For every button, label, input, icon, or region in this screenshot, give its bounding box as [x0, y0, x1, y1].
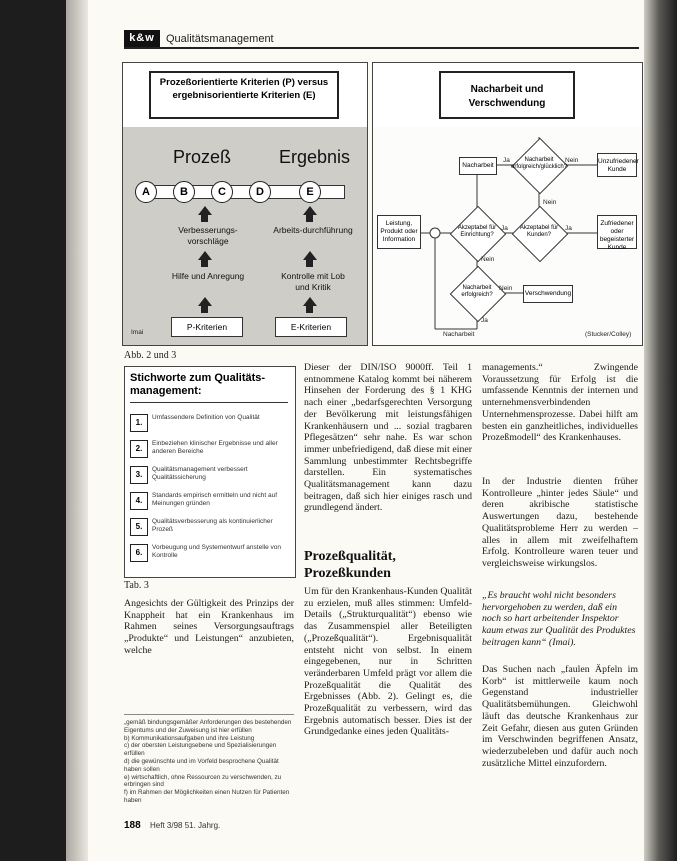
page-edge	[644, 0, 677, 861]
figure-left-title: Prozeßorientierte Kriterien (P) versus ergebnisorientierte Kriterien (E)	[149, 71, 339, 119]
keyword-item	[130, 414, 290, 436]
decision-3-text: Akzeptabel für Kunden?	[519, 225, 559, 238]
up-arrow-icon	[303, 297, 317, 306]
keyword-item	[130, 466, 290, 488]
arrow-stem	[201, 215, 208, 222]
keywords-rule	[130, 402, 288, 403]
binding-shadow	[66, 0, 88, 861]
circle-b: B	[173, 181, 195, 203]
footer-issue: Heft 3/98 51. Jahrg.	[150, 821, 221, 830]
arrow-stem	[306, 215, 313, 222]
label-arbeit: Arbeits-durchführung	[273, 225, 353, 235]
box-verschwendung: Verschwendung	[523, 285, 573, 303]
arrow-stem	[306, 260, 313, 267]
figure-source-stucker: (Stucker/Colley)	[585, 331, 632, 338]
edge-label-nein: Nein	[481, 256, 495, 263]
figure-source-imai: Imai	[131, 329, 144, 336]
footnotes	[124, 714, 294, 819]
circle-d: D	[249, 181, 271, 203]
keyword-item	[130, 518, 290, 540]
keyword-text: Einbeziehen klinischer Ergebnisse und aller anderen Bereiche	[152, 440, 278, 455]
keyword-text: Standards empirisch ermitteln und nicht auf Meinungen gründen	[152, 492, 278, 507]
journal-logo: k&w	[124, 30, 160, 47]
keywords-title: Stichworte zum Qualitäts-management:	[130, 372, 266, 397]
p-criteria-box: P-Kriterien	[171, 317, 243, 337]
page-number: 188	[124, 820, 141, 831]
edge-label-nein: Nein	[565, 157, 579, 164]
label-kontrolle: Kontrolle mit Lob und Kritik	[281, 271, 345, 292]
quote-imai: „Es braucht wohl nicht besonders hervorgehoben zu werden, daß ein noch so hart arbeitender Inspektor kaum etwas zur Qualität des Produktes beitragen kann“ (Imai).	[482, 590, 636, 648]
paragraph: Um für den Krankenhaus-Kunden Qualität zu erzielen, muß alles stimmen: Umfeld-Details („Strukturqualität“) ebenso wie das Zusammenspiel aller Beteiligten („Prozeßqualität“). Ergebnisqualität entsteht nicht von selbst. In einem eingegebenen, nur in Schritten veränderbaren Umfeld prägt vor allem die Prozeßqualität die Qualität des Ergebnisses (Abb. 2). Gelingt es, die Prozeßqualität zu verbessern, wird das Ergebnis automatisch besser. Dies ist der Grundgedanke eines jeden Qualitäts-	[304, 586, 472, 738]
up-arrow-icon	[198, 251, 212, 260]
figure-rework-waste	[372, 62, 643, 346]
edge-label-nein: Nein	[543, 199, 557, 206]
up-arrow-icon	[198, 206, 212, 215]
keyword-number: 5.	[130, 518, 148, 536]
keyword-item	[130, 440, 290, 462]
flowchart-connectors	[373, 63, 642, 345]
paragraph: In der Industrie dienten früher Kontrolleure „hinter jedes Säule“ und deren akribische statistische Auswertungen dazu, bestehende Qualitätsprobleme Herr zu werden – alles in allem mit zweifelhaftem Erfolg. Kontrolleure waren teuer und vergleichsweise wirkungslos.	[482, 476, 638, 569]
edge-label-ja: Ja	[481, 317, 488, 324]
keyword-text: Vorbeugung und Systementwurf anstelle von Kontrolle	[152, 544, 282, 559]
edge-label-ja: Ja	[503, 157, 510, 164]
label-ergebnis: Ergebnis	[279, 147, 351, 167]
box-nacharbeit: Nacharbeit	[459, 157, 497, 175]
column-3-text	[482, 476, 638, 570]
column-2-text	[304, 362, 472, 514]
header-rule	[124, 47, 639, 49]
edge-label-nein: Nein	[499, 285, 513, 292]
label-nacharbeit-bottom: Nacharbeit	[443, 331, 475, 338]
column-3-text	[482, 362, 638, 444]
column-1-text	[124, 598, 294, 657]
circle-c: C	[211, 181, 233, 203]
up-arrow-icon	[303, 206, 317, 215]
circle-a: A	[135, 181, 157, 203]
paragraph: Dieser der DIN/ISO 9000ff. Teil 1 entnommene Katalog kommt bei näherem Hinsehen der Forderung des § 1 KHG nach einer „bedarfsgerechten Versorgung der Bevölkerung mit leistungsfähigen Krankenhäusern und ... sozial tragbaren Pflegesätzen“ sehr nahe. Es war schon immer unbefriedigend, daß diese mit einer Sammlung unbestimmter Rechtsbegriffe darstellen. Ein systematisches Qualitätsmanagement kann dazu beitragen, daß sich hier einiges rasch und grundlegend ändert.	[304, 362, 472, 514]
paragraph: Angesichts der Gültigkeit des Prinzips der Knappheit hat ein Krankenhaus im Rahmen seines Versorgungsauftrags „Produkte“ und Leistungen“ anzubieten, welche	[124, 598, 294, 656]
circle-e: E	[299, 181, 321, 203]
arrow-stem	[201, 260, 208, 267]
box-unzufrieden: Unzufriedener Kunde	[597, 153, 637, 177]
keyword-item	[130, 544, 290, 566]
running-header: Qualitätsmanagement	[166, 33, 274, 45]
arrow-stem	[201, 306, 208, 313]
keyword-number: 6.	[130, 544, 148, 562]
label-hilfe: Hilfe und Anregung	[171, 271, 245, 281]
label-prozess: Prozeß	[173, 147, 232, 167]
label-verbesserung: Verbesserungs-vorschläge	[178, 225, 238, 246]
decision-4-text: Nacharbeit erfolgreich?	[461, 285, 493, 298]
footnote: e) wirtschaftlich, ohne Ressourcen zu verschwenden, zu erbringen sind	[124, 773, 282, 789]
paragraph: Das Suchen nach „faulen Äpfeln im Korb“ ist mittlerweile kaum noch Gegenstand industrieller Qualitätsbemühungen. Gleichwohl läuft das deutsche Krankenhaus zur Zeit Gefahr, diesen aus guten Gründen im Verschwinden begriffenen Ansatz, wiederzubeleben und dafür auch noch zusätzliche Mittel einzufordern.	[482, 664, 638, 769]
box-zufrieden: Zufriedener oder begeisterter Kunde	[597, 215, 637, 249]
keyword-number: 1.	[130, 414, 148, 432]
figure-caption: Abb. 2 und 3	[124, 350, 177, 361]
paragraph: managements.“ Zwingende Voraussetzung für Erfolg ist die umfassende Kenntnis der internen und unternehmensverbindenden Unternehmensprozesse. Dabei hilft am besten ein ganzheitliches, individuelles Prozeßmodell“ des Krankenhauses.	[482, 362, 638, 444]
keyword-item	[130, 492, 290, 514]
up-arrow-icon	[198, 297, 212, 306]
decision-1-text: Nacharbeit erfolgreich/glücklich?	[511, 157, 568, 170]
footnote: f) im Rahmen der Möglichkeiten einen Nutzen für Patienten haben	[124, 789, 290, 804]
keyword-text: Qualitätsverbesserung als kontinuierlicher Prozeß	[152, 518, 273, 533]
keyword-number: 2.	[130, 440, 148, 458]
footnote: d) die gewünschte und im Vorfeld besprochene Qualität haben sollen	[124, 757, 279, 773]
box-leistung: Leistung, Produkt oder Information	[377, 215, 421, 249]
keyword-number: 3.	[130, 466, 148, 484]
keyword-number: 4.	[130, 492, 148, 510]
edge-label-ja: Ja	[501, 225, 508, 232]
figure-process-vs-result	[122, 62, 368, 346]
column-3-text	[482, 664, 638, 769]
edge-label-ja: Ja	[565, 225, 572, 232]
e-criteria-box: E-Kriterien	[275, 317, 347, 337]
footnote: „gemäß bindungsgemäßer Anforderungen des bestehenden Eigentums und der Zuweisung ist hier erfüllen	[124, 719, 292, 734]
keyword-text: Umfassendere Definition von Qualität	[152, 414, 260, 421]
decision-2-text: Akzeptabel für Einrichtung?	[457, 225, 497, 238]
section-heading: Prozeßqualität, Prozeßkunden	[304, 549, 396, 581]
arrow-stem	[306, 306, 313, 313]
up-arrow-icon	[303, 251, 317, 260]
column-2-text	[304, 586, 472, 738]
table-caption: Tab. 3	[124, 580, 149, 591]
figure-right-title: Nacharbeit und Verschwendung	[439, 71, 575, 119]
keyword-text: Qualitätsmanagement verbessert Qualitätssicherung	[152, 466, 248, 481]
footnote: c) der obersten Leistungsebene und Spezialisierungen erfüllen	[124, 742, 277, 758]
footnote: b) Kommunikationsaufgaben und ihre Leistung	[124, 734, 255, 742]
